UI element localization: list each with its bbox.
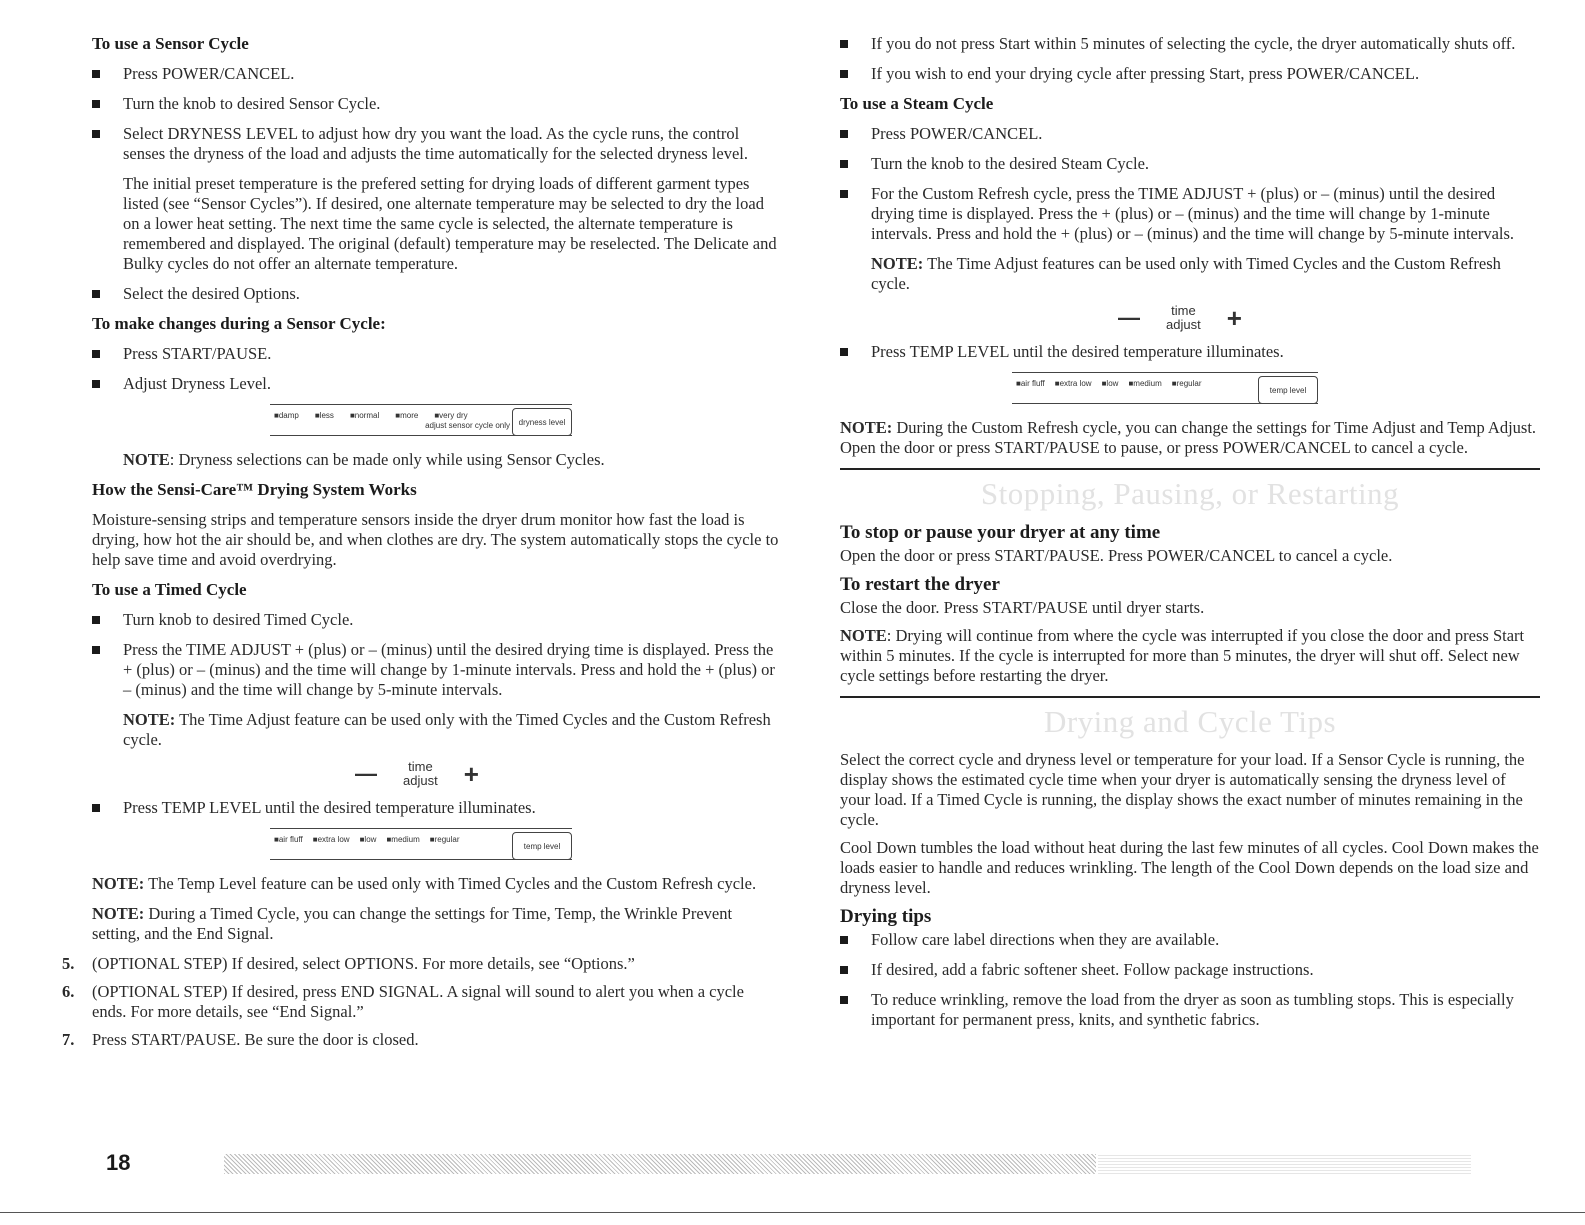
tips-paragraph-1: Select the correct cycle and dryness level or temperature for your load. If a Sensor Cycle is running, the display shows the estimated cycle time when your dryer is automatically sensing the dryness level of your load. If a Timed Cycle is running, the display shows the exact number of minutes remaining in the cycle. bbox=[840, 750, 1525, 829]
sensi-care-paragraph: Moisture-sensing strips and temperature sensors inside the dryer drum monitor how fast the load is drying, how hot the air should be, and when clothes are dry. The system automatically stops the cycle to help save time and avoid overdrying. bbox=[92, 510, 779, 569]
left-column bbox=[62, 34, 782, 1058]
sensor-cycle-heading: To use a Sensor Cycle bbox=[92, 34, 249, 53]
list-item: If you do not press Start within 5 minutes of selecting the cycle, the dryer automatically shuts off. bbox=[840, 34, 1540, 54]
step-6: 6. (OPTIONAL STEP) If desired, press END SIGNAL. A signal will sound to alert you when a cycle ends. For more details, see “End Signal.” bbox=[62, 982, 744, 1021]
plus-icon: + bbox=[1226, 303, 1242, 333]
list-item: Select the desired Options. bbox=[92, 284, 782, 304]
note-time-adjust: NOTE: The Time Adjust feature can be used only with the Timed Cycles and the Custom Refresh cycle. bbox=[123, 710, 771, 749]
list-item: Press the TIME ADJUST + (plus) or – (minus) until the desired drying time is displayed. Press the + (plus) or – (minus) and the time will change by 1-minute intervals. Press and hold the + (plus) or – (minus) and the time will change by 5-minute intervals. bbox=[92, 640, 782, 700]
list-item: For the Custom Refresh cycle, press the TIME ADJUST + (plus) or – (minus) until the desired drying time is displayed. Press the + (plus) or – (minus) and the time will change by 1-minute intervals. Press and hold the + (plus) or – (minus) and the time will change by 5-minute intervals. bbox=[840, 184, 1540, 244]
note-temp-level: NOTE: The Temp Level feature can be used only with Timed Cycles and the Custom Refresh cycle. bbox=[92, 874, 757, 893]
step-7: 7. Press START/PAUSE. Be sure the door is closed. bbox=[62, 1030, 419, 1049]
temp-option: ■ regular bbox=[1172, 379, 1202, 388]
note-steam-time-adjust: NOTE: The Time Adjust features can be used only with Timed Cycles and the Custom Refresh cycle. bbox=[871, 254, 1501, 293]
time-adjust-control bbox=[820, 304, 1540, 332]
list-item: Press POWER/CANCEL. bbox=[840, 124, 1540, 144]
tips-section-title: Drying and Cycle Tips bbox=[840, 696, 1540, 744]
sensor-temperature-paragraph: The initial preset temperature is the prefered setting for drying loads of different garment types listed (see “Sensor Cycles”). If desired, one alternate temperature may be selected to dry the load on a lower heat setting. The next time the same cycle is selected, the alternate temperature is remembered and displayed. The original (default) temperature may be reselected. The Delicate and Bulky cycles do not offer an alternate temperature. bbox=[123, 174, 777, 273]
temp-option: ■ air fluff bbox=[1016, 379, 1045, 388]
restart-heading: To restart the dryer bbox=[840, 574, 1000, 595]
timed-cycle-heading: To use a Timed Cycle bbox=[92, 580, 247, 599]
temp-option: ■ medium bbox=[386, 835, 419, 844]
drying-tips-heading: Drying tips bbox=[840, 906, 932, 927]
stop-pause-heading: To stop or pause your dryer at any time bbox=[840, 522, 1161, 543]
list-item: Turn knob to desired Timed Cycle. bbox=[92, 610, 782, 630]
page-footer bbox=[66, 1150, 1471, 1178]
temp-option: ■ air fluff bbox=[274, 835, 303, 844]
minus-icon: — bbox=[355, 761, 378, 786]
dryness-option: ■ more bbox=[395, 411, 418, 420]
restart-paragraph: Close the door. Press START/PAUSE until dryer starts. bbox=[840, 598, 1205, 617]
dryness-level-button: dryness level bbox=[512, 408, 572, 436]
stopping-section-title: Stopping, Pausing, or Restarting bbox=[840, 468, 1540, 516]
note-timed-settings: NOTE: During a Timed Cycle, you can change the settings for Time, Temp, the Wrinkle Prevent setting, and the End Signal. bbox=[92, 904, 733, 943]
temp-level-button: temp level bbox=[1258, 376, 1318, 404]
list-item: Adjust Dryness Level. bbox=[92, 374, 782, 394]
list-item: Press TEMP LEVEL until the desired temperature illuminates. bbox=[840, 342, 1540, 362]
page-number: 18 bbox=[106, 1150, 131, 1175]
note-dryness: NOTE: Dryness selections can be made only while using Sensor Cycles. bbox=[123, 450, 605, 469]
temp-level-button: temp level bbox=[512, 832, 572, 860]
temp-option: ■ extra low bbox=[313, 835, 350, 844]
list-item: Press POWER/CANCEL. bbox=[92, 64, 782, 84]
plus-icon: + bbox=[463, 759, 479, 789]
dryness-option: ■ normal bbox=[350, 411, 379, 420]
list-item: Select DRYNESS LEVEL to adjust how dry you want the load. As the cycle runs, the control senses the dryness of the load and adjusts the time automatically for the selected dryness level. bbox=[92, 124, 782, 164]
list-item: Follow care label directions when they are available. bbox=[840, 930, 1540, 950]
temp-option: ■ low bbox=[1102, 379, 1119, 388]
list-item: Press START/PAUSE. bbox=[92, 344, 782, 364]
temp-option: ■ regular bbox=[430, 835, 460, 844]
sensi-care-heading: How the Sensi-Care™ Drying System Works bbox=[92, 480, 417, 499]
step-5: 5. (OPTIONAL STEP) If desired, select OPTIONS. For more details, see “Options.” bbox=[62, 954, 635, 973]
tips-paragraph-2: Cool Down tumbles the load without heat during the last few minutes of all cycles. Cool Down makes the loads easier to handle and reduces wrinkling. The length of the Cool Down depends on the load size and dryness level. bbox=[840, 838, 1539, 897]
footer-decoration bbox=[224, 1154, 1096, 1174]
steam-cycle-heading: To use a Steam Cycle bbox=[840, 94, 994, 113]
note-restart: NOTE: Drying will continue from where the cycle was interrupted if you close the door and press Start within 5 minutes. If the cycle is interrupted for more than 5 minutes, the dryer will shut off. Select new cycle settings before restarting the dryer. bbox=[840, 626, 1525, 685]
right-column bbox=[840, 34, 1540, 1040]
list-item: Press TEMP LEVEL until the desired temperature illuminates. bbox=[92, 798, 782, 818]
time-adjust-control bbox=[52, 760, 782, 788]
list-item: Turn the knob to desired Sensor Cycle. bbox=[92, 94, 782, 114]
dryness-option: ■ damp bbox=[274, 411, 299, 420]
time-adjust-label: time adjust bbox=[1166, 303, 1201, 332]
dryness-option: ■ less bbox=[315, 411, 334, 420]
list-item: Turn the knob to the desired Steam Cycle. bbox=[840, 154, 1540, 174]
dryness-option: ■ very dry bbox=[434, 411, 467, 420]
temp-level-panel bbox=[270, 828, 572, 860]
temp-option: ■ medium bbox=[1128, 379, 1161, 388]
dryness-panel-sublabel: adjust sensor cycle only bbox=[425, 421, 510, 430]
temp-option: ■ low bbox=[360, 835, 377, 844]
list-item: To reduce wrinkling, remove the load from the dryer as soon as tumbling stops. This is especially important for permanent press, knits, and synthetic fabrics. bbox=[840, 990, 1540, 1030]
note-custom-refresh: NOTE: During the Custom Refresh cycle, you can change the settings for Time Adjust and Temp Adjust. Open the door or press START/PAUSE to pause, or press POWER/CANCEL to cancel a cycle. bbox=[840, 418, 1537, 457]
stop-pause-paragraph: Open the door or press START/PAUSE. Press POWER/CANCEL to cancel a cycle. bbox=[840, 546, 1393, 565]
list-item: If you wish to end your drying cycle after pressing Start, press POWER/CANCEL. bbox=[840, 64, 1540, 84]
minus-icon: — bbox=[1118, 305, 1141, 330]
temp-option: ■ extra low bbox=[1055, 379, 1092, 388]
list-item: If desired, add a fabric softener sheet. Follow package instructions. bbox=[840, 960, 1540, 980]
bottom-rule bbox=[0, 1212, 1585, 1213]
time-adjust-label: time adjust bbox=[403, 759, 438, 788]
footer-decoration bbox=[1098, 1154, 1471, 1174]
sensor-changes-heading: To make changes during a Sensor Cycle: bbox=[92, 314, 386, 333]
temp-level-panel bbox=[1012, 372, 1318, 404]
dryness-level-panel bbox=[270, 404, 572, 436]
